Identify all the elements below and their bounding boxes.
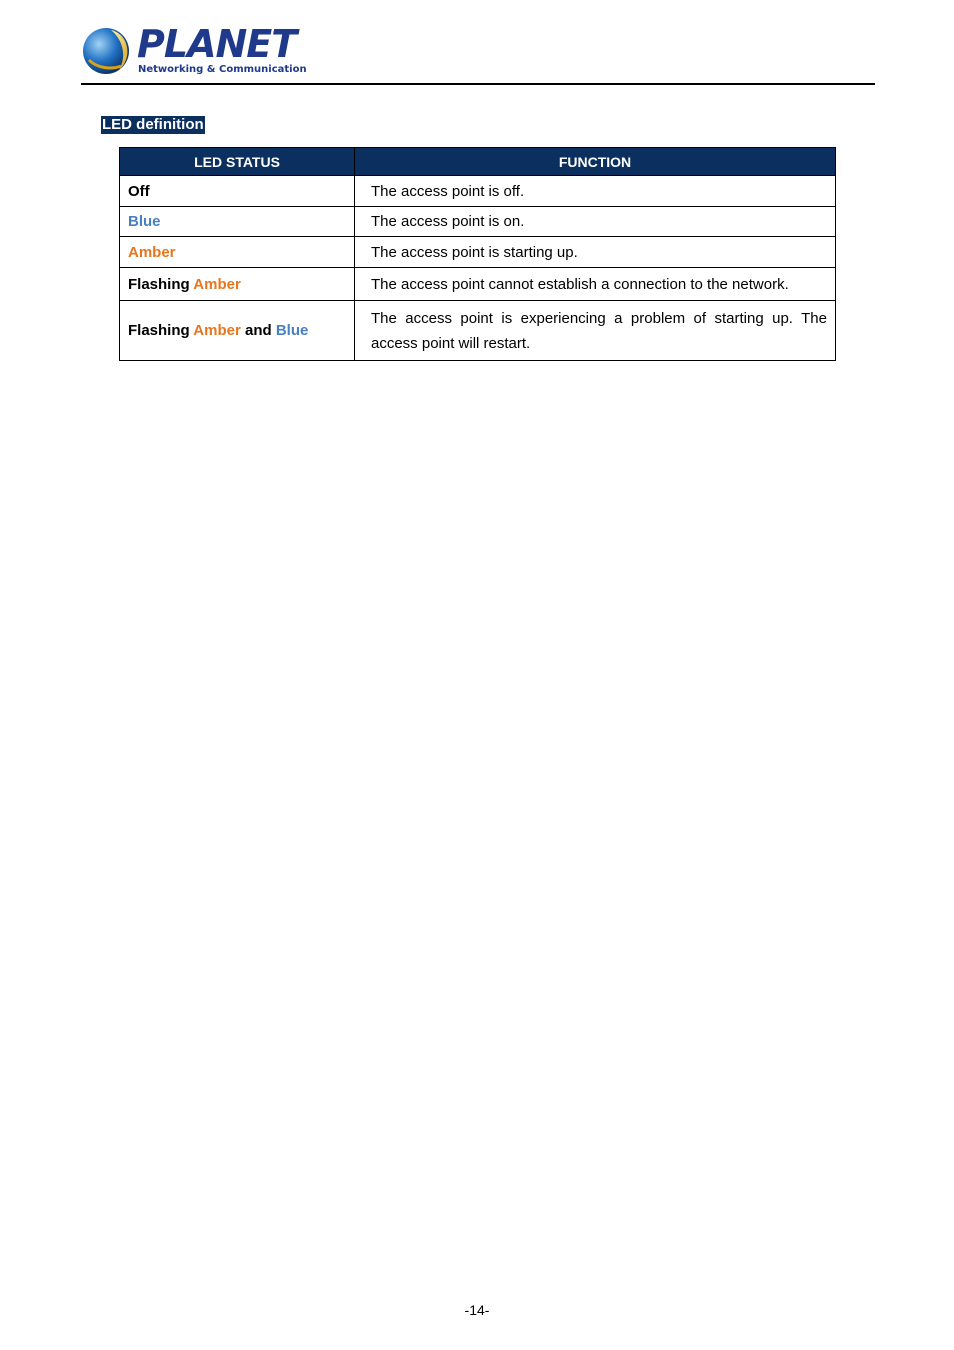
status-text: Off — [128, 182, 150, 200]
led-status-cell — [120, 301, 355, 361]
status-text: Flashing — [128, 275, 190, 293]
globe-icon — [81, 24, 133, 76]
page-header — [81, 20, 875, 84]
column-header-led-status: LED STATUS — [120, 148, 355, 176]
status-text-blue: Blue — [128, 213, 161, 230]
table-row — [120, 176, 836, 207]
status-text-amber: Amber — [128, 243, 176, 261]
table-row — [120, 237, 836, 268]
function-cell: The access point is off. — [355, 176, 836, 207]
function-cell: The access point is starting up. — [355, 237, 836, 268]
function-cell: The access point is on. — [355, 207, 836, 237]
status-text-blue: Blue — [275, 322, 309, 339]
column-header-function: FUNCTION — [355, 148, 836, 176]
page-number: -14- — [464, 1302, 490, 1318]
led-definition-table — [119, 147, 836, 361]
brand-name: PLANET — [137, 22, 297, 66]
status-text-amber: Amber — [193, 322, 241, 339]
led-status-cell — [120, 268, 355, 301]
section-title: LED definition — [102, 116, 204, 133]
function-cell: The access point cannot establish a connection to the network. — [355, 268, 836, 301]
table-row — [120, 207, 836, 237]
led-status-cell — [120, 207, 355, 237]
table-row — [120, 301, 836, 361]
table-row — [120, 268, 836, 301]
led-status-cell — [120, 237, 355, 268]
table-header-row — [120, 148, 836, 176]
header-divider — [81, 83, 875, 85]
brand-tagline: Networking & Communication — [138, 64, 307, 75]
status-text: Flashing — [128, 322, 190, 339]
function-cell: The access point is experiencing a problem of starting up. The access point will restart. — [355, 301, 836, 361]
status-text: and — [244, 322, 272, 339]
led-status-cell — [120, 176, 355, 207]
planet-logo — [81, 22, 307, 80]
status-text-amber: Amber — [193, 275, 241, 293]
